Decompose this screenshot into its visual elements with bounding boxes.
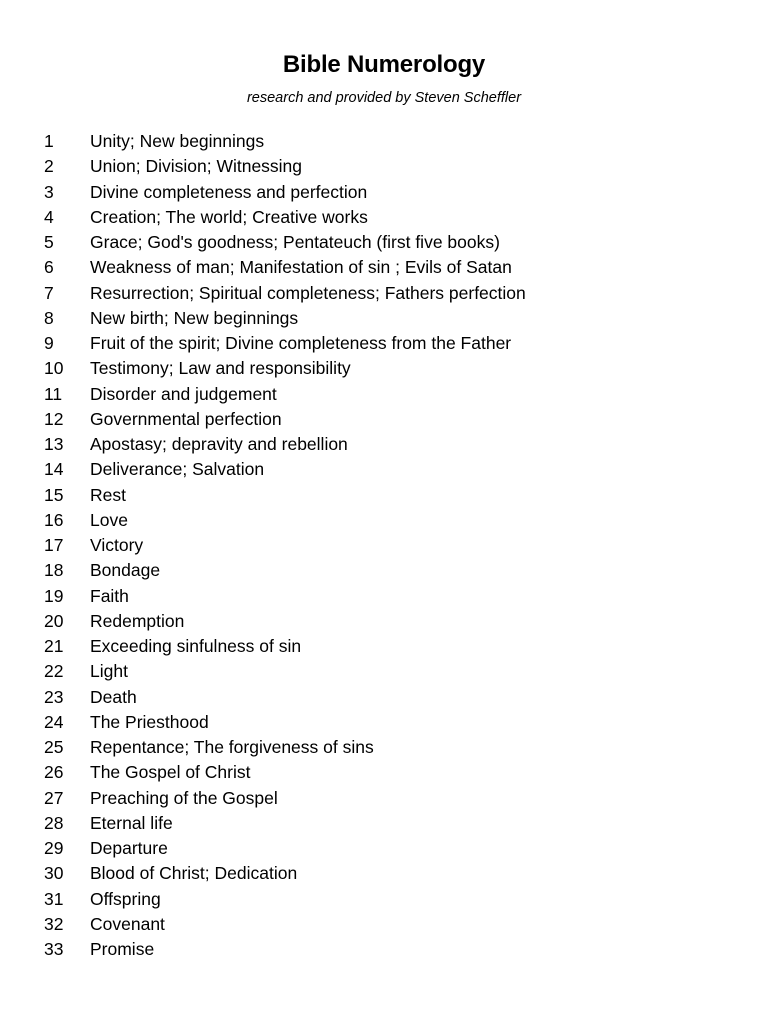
item-number: 28: [44, 812, 64, 833]
item-meaning: Eternal life: [90, 812, 173, 833]
item-meaning: Deliverance; Salvation: [90, 459, 265, 480]
item-meaning: Love: [90, 509, 128, 530]
item-number: 12: [44, 408, 64, 429]
item-meaning: Repentance; The forgiveness of sins: [90, 737, 374, 757]
item-number: 13: [44, 434, 64, 454]
item-number: 15: [44, 484, 64, 505]
item-meaning: Covenant: [90, 913, 165, 934]
item-number: 9: [44, 333, 54, 353]
item-meaning: Blood of Christ; Dedication: [90, 863, 298, 884]
list-item: [44, 508, 526, 533]
item-number: 6: [44, 257, 54, 278]
item-number: 7: [44, 282, 54, 303]
item-number: 23: [44, 686, 64, 707]
item-number: 24: [44, 711, 64, 732]
item-number: 22: [44, 661, 64, 682]
list-item: [44, 180, 526, 205]
item-number: 4: [44, 206, 54, 227]
list-item: [44, 129, 526, 154]
list-item: [44, 912, 526, 937]
item-number: 33: [44, 939, 64, 959]
item-number: 20: [44, 610, 64, 631]
list-item: [44, 331, 526, 356]
item-meaning: The Priesthood: [90, 711, 209, 732]
list-item: [44, 786, 526, 811]
item-meaning: Grace; God's goodness; Pentateuch (first five books): [90, 232, 500, 252]
item-meaning: Offspring: [90, 888, 161, 909]
item-number: 27: [44, 787, 64, 808]
list-item: [44, 836, 526, 861]
list-item: [44, 811, 526, 836]
list-item: [44, 685, 526, 710]
list-item: [44, 558, 526, 583]
item-number: 17: [44, 535, 64, 555]
list-item: [44, 382, 526, 407]
item-number: 5: [44, 232, 54, 252]
list-item: [44, 735, 526, 760]
item-meaning: Weakness of man; Manifestation of sin ; Evils of Satan: [90, 257, 512, 278]
item-meaning: The Gospel of Christ: [90, 762, 251, 783]
list-item: [44, 760, 526, 785]
list-item: [44, 533, 526, 558]
item-meaning: Preaching of the Gospel: [90, 787, 278, 808]
list-item: [44, 937, 526, 962]
list-item: [44, 432, 526, 457]
item-number: 8: [44, 307, 54, 328]
list-item: [44, 255, 526, 280]
item-meaning: Testimony; Law and responsibility: [90, 358, 351, 379]
item-number: 11: [44, 383, 63, 404]
item-meaning: Fruit of the spirit; Divine completeness from the Father: [90, 333, 512, 353]
item-meaning: Disorder and judgement: [90, 383, 277, 404]
item-meaning: Redemption: [90, 610, 185, 631]
page-title: Bible Numerology: [282, 51, 486, 78]
item-meaning: Union; Division; Witnessing: [90, 156, 303, 177]
item-number: 3: [44, 181, 54, 202]
item-number: 1: [44, 131, 54, 151]
page-subtitle: research and provided by Steven Scheffler: [246, 90, 522, 106]
item-number: 21: [44, 636, 64, 656]
item-meaning: Creation; The world; Creative works: [90, 206, 368, 227]
item-meaning: Death: [90, 686, 137, 707]
item-number: 2: [44, 156, 54, 177]
item-meaning: Unity; New beginnings: [90, 131, 265, 151]
list-item: [44, 584, 526, 609]
item-meaning: Divine completeness and perfection: [90, 181, 368, 202]
list-item: [44, 154, 526, 179]
item-number: 19: [44, 585, 64, 606]
item-meaning: Bondage: [90, 560, 161, 581]
list-item: [44, 483, 526, 508]
item-number: 14: [44, 459, 64, 480]
list-item: [44, 407, 526, 432]
item-number: 32: [44, 913, 64, 934]
item-number: 30: [44, 863, 64, 884]
list-item: [44, 306, 526, 331]
item-meaning: New birth; New beginnings: [90, 307, 299, 328]
item-number: 10: [44, 358, 64, 379]
item-number: 29: [44, 838, 64, 858]
item-meaning: Victory: [90, 535, 144, 555]
item-number: 26: [44, 762, 64, 783]
list-item: [44, 710, 526, 735]
item-meaning: Rest: [90, 484, 126, 505]
list-item: [44, 230, 526, 255]
list-item: [44, 659, 526, 684]
item-meaning: Departure: [90, 838, 168, 858]
list-item: [44, 356, 526, 381]
numerology-list: [44, 129, 526, 962]
item-meaning: Apostasy; depravity and rebellion: [90, 434, 348, 454]
item-meaning: Faith: [90, 585, 129, 606]
list-item: [44, 609, 526, 634]
item-meaning: Resurrection; Spiritual completeness; Fathers perfection: [90, 282, 526, 303]
list-item: [44, 887, 526, 912]
list-item: [44, 861, 526, 886]
list-item: [44, 457, 526, 482]
list-item: [44, 205, 526, 230]
item-number: 18: [44, 560, 64, 581]
item-meaning: Exceeding sinfulness of sin: [90, 636, 302, 656]
list-item: [44, 634, 526, 659]
item-number: 31: [44, 888, 64, 909]
item-number: 16: [44, 509, 64, 530]
item-number: 25: [44, 737, 64, 757]
item-meaning: Governmental perfection: [90, 408, 282, 429]
item-meaning: Promise: [90, 939, 155, 959]
item-meaning: Light: [90, 661, 128, 682]
list-item: [44, 281, 526, 306]
